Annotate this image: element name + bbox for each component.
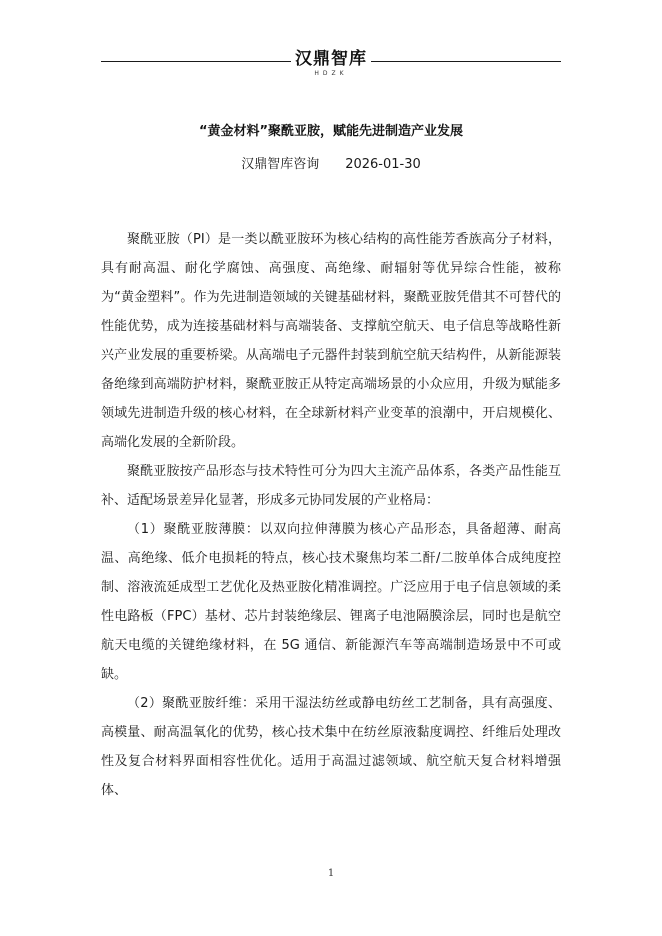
header-rule-right (371, 61, 561, 62)
article-body (101, 225, 561, 805)
page-header (101, 48, 561, 78)
logo-sub-text: HDZK (314, 70, 348, 77)
document-meta (0, 155, 662, 175)
header-rule-left (101, 61, 291, 62)
paragraph-intro: 聚酰亚胺（PI）是一类以酰亚胺环为核心结构的高性能芳香族高分子材料，具有耐高温、耐化学腐蚀、高强度、高绝缘、耐辐射等优异综合性能，被称为“黄金塑料”。作为先进制造领域的关键基础材料，聚酰亚胺凭借其不可替代的性能优势，成为连接基础材料与高端装备、支撑航空航天、电子信息等战略性新兴产业发展的重要桥梁。从高端电子元器件封装到航空航天结构件，从新能源装备绝缘到高端防护材料，聚酰亚胺正从特定高端场景的小众应用，升级为赋能多领域先进制造升级的核心材料，在全球新材料产业变革的浪潮中，开启规模化、高端化发展的全新阶段。 (101, 232, 561, 450)
paragraph-pi-fiber: （2）聚酰亚胺纤维：采用干湿法纺丝或静电纺丝工艺制备，具有高强度、高模量、耐高温氧化的优势，核心技术集中在纺丝原液黏度调控、纤维后处理改性及复合材料界面相容性优化。适用于高温过滤领域、航空航天复合材料增强体、 (101, 696, 561, 798)
document-title: “黄金材料”聚酰亚胺，赋能先进制造产业发展 (198, 124, 464, 139)
page-number: 1 (327, 868, 335, 879)
logo-main-text: 汉鼎智库 (295, 49, 367, 69)
brand-logo (291, 48, 371, 78)
publish-date: 2026-01-30 (345, 157, 421, 172)
paragraph-pi-film: （1）聚酰亚胺薄膜：以双向拉伸薄膜为核心产品形态，具备超薄、耐高温、高绝缘、低介电损耗的特点，核心技术聚焦均苯二酐/二胺单体合成纯度控制、溶液流延成型工艺优化及热亚胺化精准调控。广泛应用于电子信息领域的柔性电路板（FPC）基材、芯片封装绝缘层、锂离子电池隔膜涂层，同时也是航空航天电缆的关键绝缘材料，在 5G 通信、新能源汽车等高端制造场景中不可或缺。 (101, 522, 561, 682)
source-name: 汉鼎智库咨询 (241, 157, 320, 172)
paragraph-categories: 聚酰亚胺按产品形态与技术特性可分为四大主流产品体系，各类产品性能互补、适配场景差异化显著，形成多元协同发展的产业格局： (101, 464, 561, 508)
